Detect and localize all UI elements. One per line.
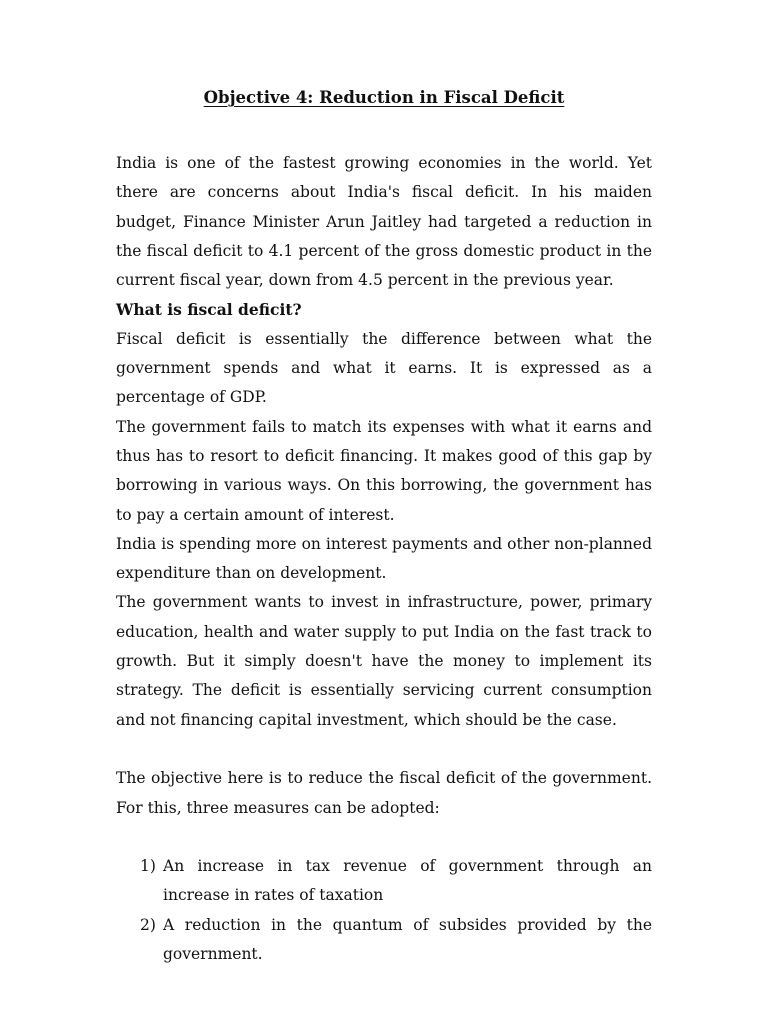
list-item (116, 911, 652, 970)
investment-paragraph: The government wants to invest in infrastructure, power, primary education, health and water supply to put India on the fast track to growth. But it simply doesn't have the money to implement its strategy. The deficit is essentially servicing current consumption and not financing capital investment, which should be the case. (116, 593, 652, 729)
definition-paragraph: Fiscal deficit is essentially the difference between what the government spends and what it earns. It is expressed as a percentage of GDP. (116, 329, 652, 407)
list-item-text: A reduction in the quantum of subsides provided by the government. (163, 915, 652, 964)
list-item-text: An increase in tax revenue of government through an increase in rates of taxation (163, 857, 652, 905)
list-item-number: 1) (140, 857, 156, 876)
spending-paragraph: India is spending more on interest payments and other non-planned expenditure than on development. (116, 534, 652, 583)
list-item-number: 2) (140, 915, 156, 934)
objective-paragraph: The objective here is to reduce the fiscal deficit of the government. For this, three measures can be adopted: (116, 769, 652, 817)
measures-list (116, 852, 652, 969)
section-heading: What is fiscal deficit? (116, 300, 302, 320)
list-item (116, 852, 652, 911)
financing-paragraph: The government fails to match its expenses with what it earns and thus has to resort to deficit financing. It makes good of this gap by borrowing in various ways. On this borrowing, the government has to pay a certain amount of interest. (116, 417, 652, 524)
paragraph-spacer (116, 735, 652, 764)
paragraph-spacer (116, 823, 652, 852)
document-body (116, 149, 652, 969)
document-title: Objective 4: Reduction in Fiscal Deficit (203, 88, 565, 107)
intro-paragraph: India is one of the fastest growing economies in the world. Yet there are concerns about India's fiscal deficit. In his maiden budget, Finance Minister Arun Jaitley had targeted a reduction in the fiscal deficit to 4.1 percent of the gross domestic product in the current fiscal year, down from 4.5 percent in the previous year. (116, 154, 652, 290)
